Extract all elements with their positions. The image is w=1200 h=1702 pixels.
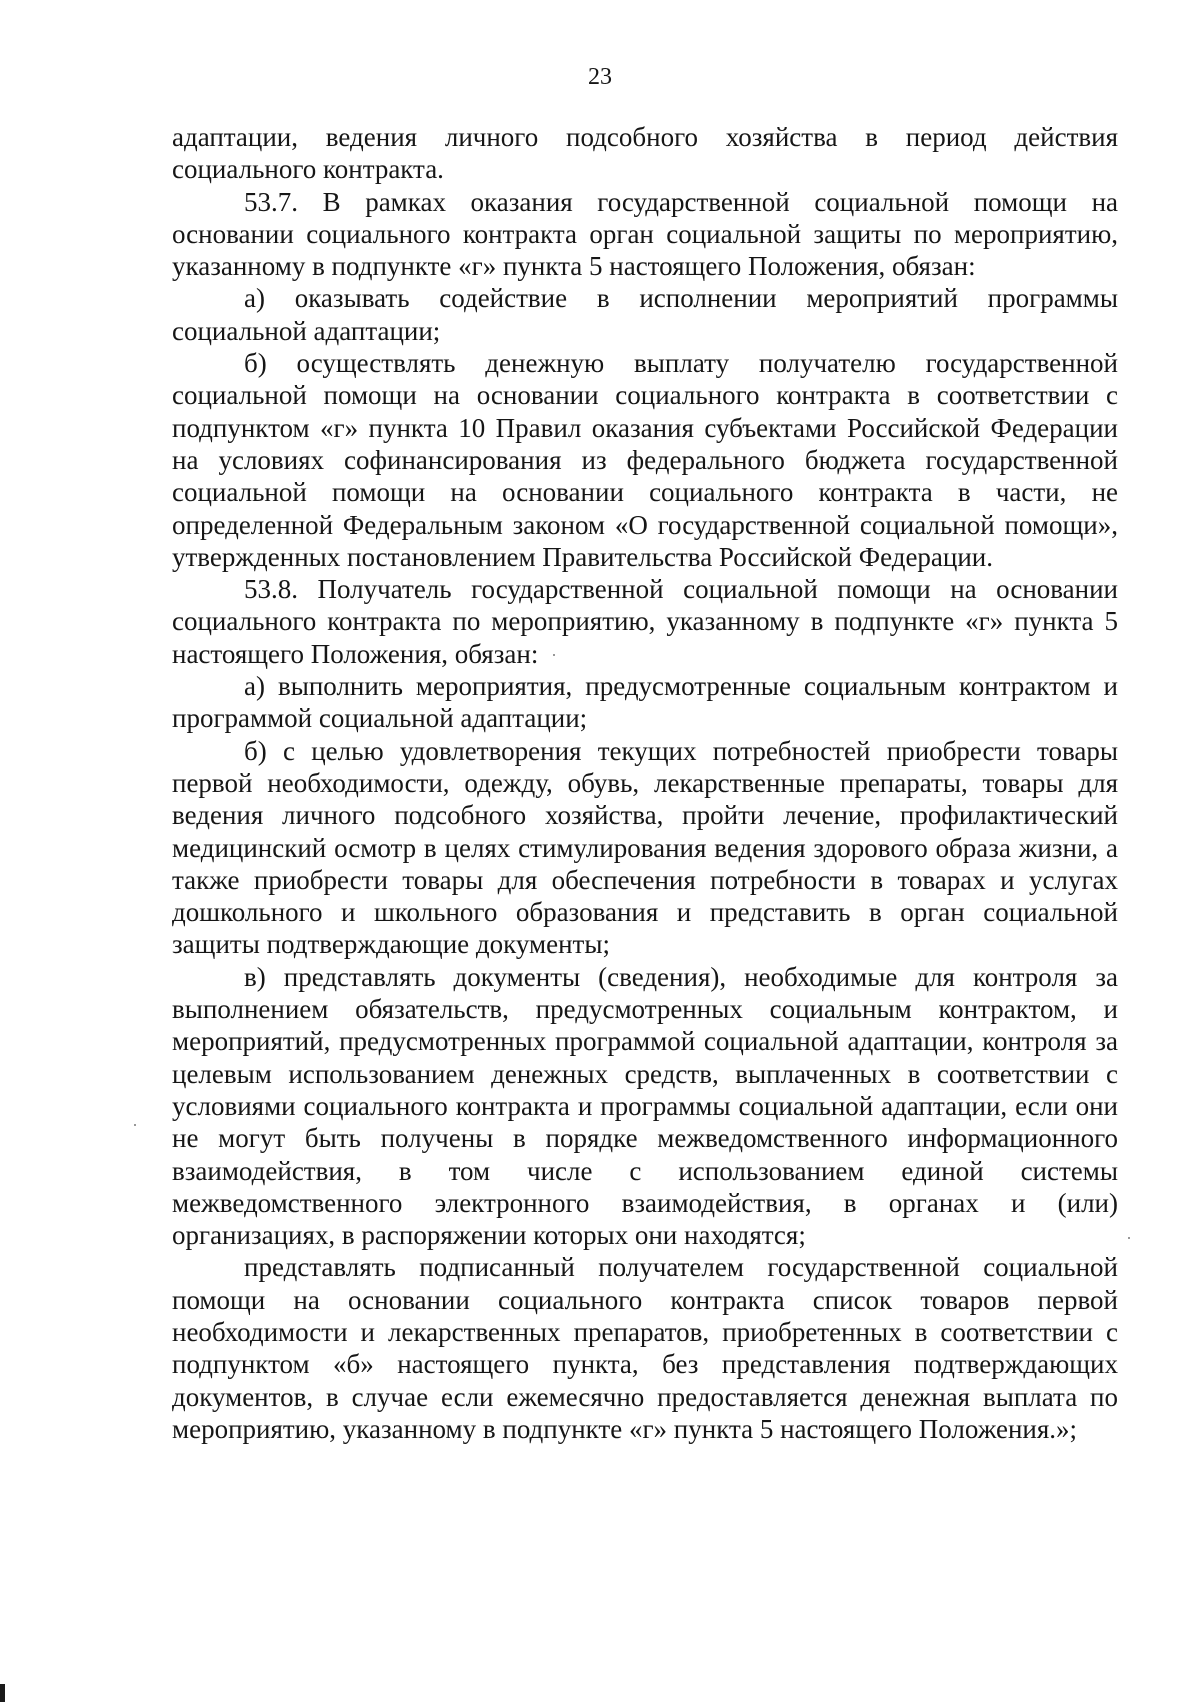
paragraph-53-8-a: а) выполнить мероприятия, предусмотренные социальным контрактом и программой социальной адаптации; [172, 671, 1118, 734]
scan-speck [134, 1124, 136, 1126]
scan-edge-mark [0, 1684, 5, 1702]
paragraph-53-8: 53.8. Получатель государственной социальной помощи на основании социального контракта по мероприятию, указанному в подпункте «г» пункта 5 настоящего Положения, обязан: [172, 574, 1118, 669]
paragraph-continuation: адаптации, ведения личного подсобного хозяйства в период действия социального контракта. [172, 122, 1118, 185]
paragraph-53-8-b: б) с целью удовлетворения текущих потребностей приобрести товары первой необходимости, одежду, обувь, лекарственные препараты, товары для ведения личного подсобного хозяйства, пройти лечение, профилактический медицинский осмотр в целях стимулирования ведения здорового образа жизни, а также приобрести товары для обеспечения потребности в товарах и услугах дошкольного и школьного образования и представить в орган социальной защиты подтверждающие документы; [172, 735, 1118, 960]
page-number: 23 [588, 64, 612, 90]
paragraph-53-8-v-cont: представлять подписанный получателем государственной социальной помощи на основании социального контракта список товаров первой необходимости и лекарственных препаратов, приобретенных в соответствии с подпунктом «б» настоящего пункта, без представления подтверждающих документов, в случае если ежемесячно предоставляется денежная выплата по мероприятию, указанному в подпункте «г» пункта 5 настоящего Положения.»; [172, 1252, 1118, 1444]
scan-speck [553, 654, 555, 656]
paragraph-53-7-b: б) осуществлять денежную выплату получателю государственной социальной помощи на основании социального контракта в соответствии с подпунктом «г» пункта 10 Правил оказания субъектами Российской Федерации на условиях софинансирования из федерального бюджета государственной социальной помощи на основании социального контракта в части, не определенной Федеральным законом «О государственной социальной помощи», утвержденных постановлением Правительства Российской Федерации. [172, 348, 1118, 572]
document-body [172, 121, 1118, 1445]
paragraph-53-7-a: а) оказывать содействие в исполнении мероприятий программы социальной адаптации; [172, 283, 1118, 346]
scan-speck [1128, 1237, 1130, 1239]
paragraph-53-7: 53.7. В рамках оказания государственной социальной помощи на основании социального контракта орган социальной защиты по мероприятию, указанному в подпункте «г» пункта 5 настоящего Положения, обязан: [172, 186, 1118, 282]
paragraph-53-8-v: в) представлять документы (сведения), необходимые для контроля за выполнением обязательств, предусмотренных социальным контрактом, и мероприятий, предусмотренных программой социальной адаптации, контроля за целевым использованием денежных средств, выплаченных в соответствии с условиями социального контракта и программы социальной адаптации, если они не могут быть получены в порядке межведомственного информационного взаимодействия, в том числе с использованием единой системы межведомственного электронного взаимодействия, в органах и (или) организациях, в распоряжении которых они находятся; [172, 961, 1118, 1251]
